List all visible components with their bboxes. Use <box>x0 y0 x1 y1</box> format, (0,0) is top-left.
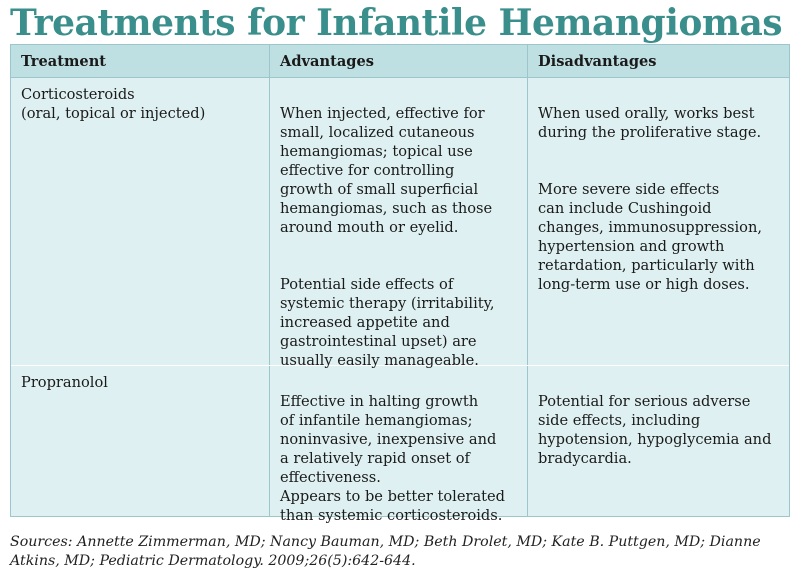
cell-advantages <box>269 78 527 369</box>
cell-treatment: Corticosteroids (oral, topical or injected) <box>21 86 206 122</box>
table-row-propranolol <box>11 366 789 524</box>
sources-citation: Sources: Annette Zimmerman, MD; Nancy Bauman, MD; Beth Drolet, MD; Kate B. Puttgen, MD; Dianne Atkins, MD; Pediatric Dermatology. 2009;26(5):642-644. <box>10 534 761 569</box>
disadvantages-paragraph: Potential for serious adverse side effects, including hypotension, hypoglycemia and bradycardia. <box>538 393 772 467</box>
cell-disadvantages <box>527 78 789 365</box>
disadvantages-paragraph: More severe side effects can include Cushingoid changes, immunosuppression, hypertension and growth retardation, particularly with long-term use or high doses. <box>538 181 763 293</box>
header-advantages: Advantages <box>269 45 527 77</box>
header-disadvantages: Disadvantages <box>527 45 789 77</box>
cell-treatment: Propranolol <box>21 374 108 391</box>
advantages-paragraph: Potential side effects of systemic therapy (irritability, increased appetite and gastrointestinal upset) are usually easily manageable. <box>280 276 495 369</box>
page-title: Treatments for Infantile Hemangiomas <box>10 2 783 44</box>
advantages-paragraph: Effective in halting growth of infantile hemangiomas; noninvasive, inexpensive and a relatively rapid onset of effectiveness. Appears to be better tolerated than systemic corticosteroids. <box>280 393 506 524</box>
disadvantages-paragraph: When used orally, works best during the proliferative stage. <box>538 105 762 141</box>
treatments-table <box>10 44 790 524</box>
cell-disadvantages <box>527 366 789 516</box>
cell-advantages <box>269 366 527 524</box>
advantages-paragraph: When injected, effective for small, localized cutaneous hemangiomas; topical use effective for controlling growth of small superficial hemangiomas, such as those around mouth or eyelid. <box>280 105 493 236</box>
table-header-row <box>11 45 789 78</box>
header-treatment: Treatment <box>21 53 107 70</box>
table-row-corticosteroids <box>11 78 789 369</box>
